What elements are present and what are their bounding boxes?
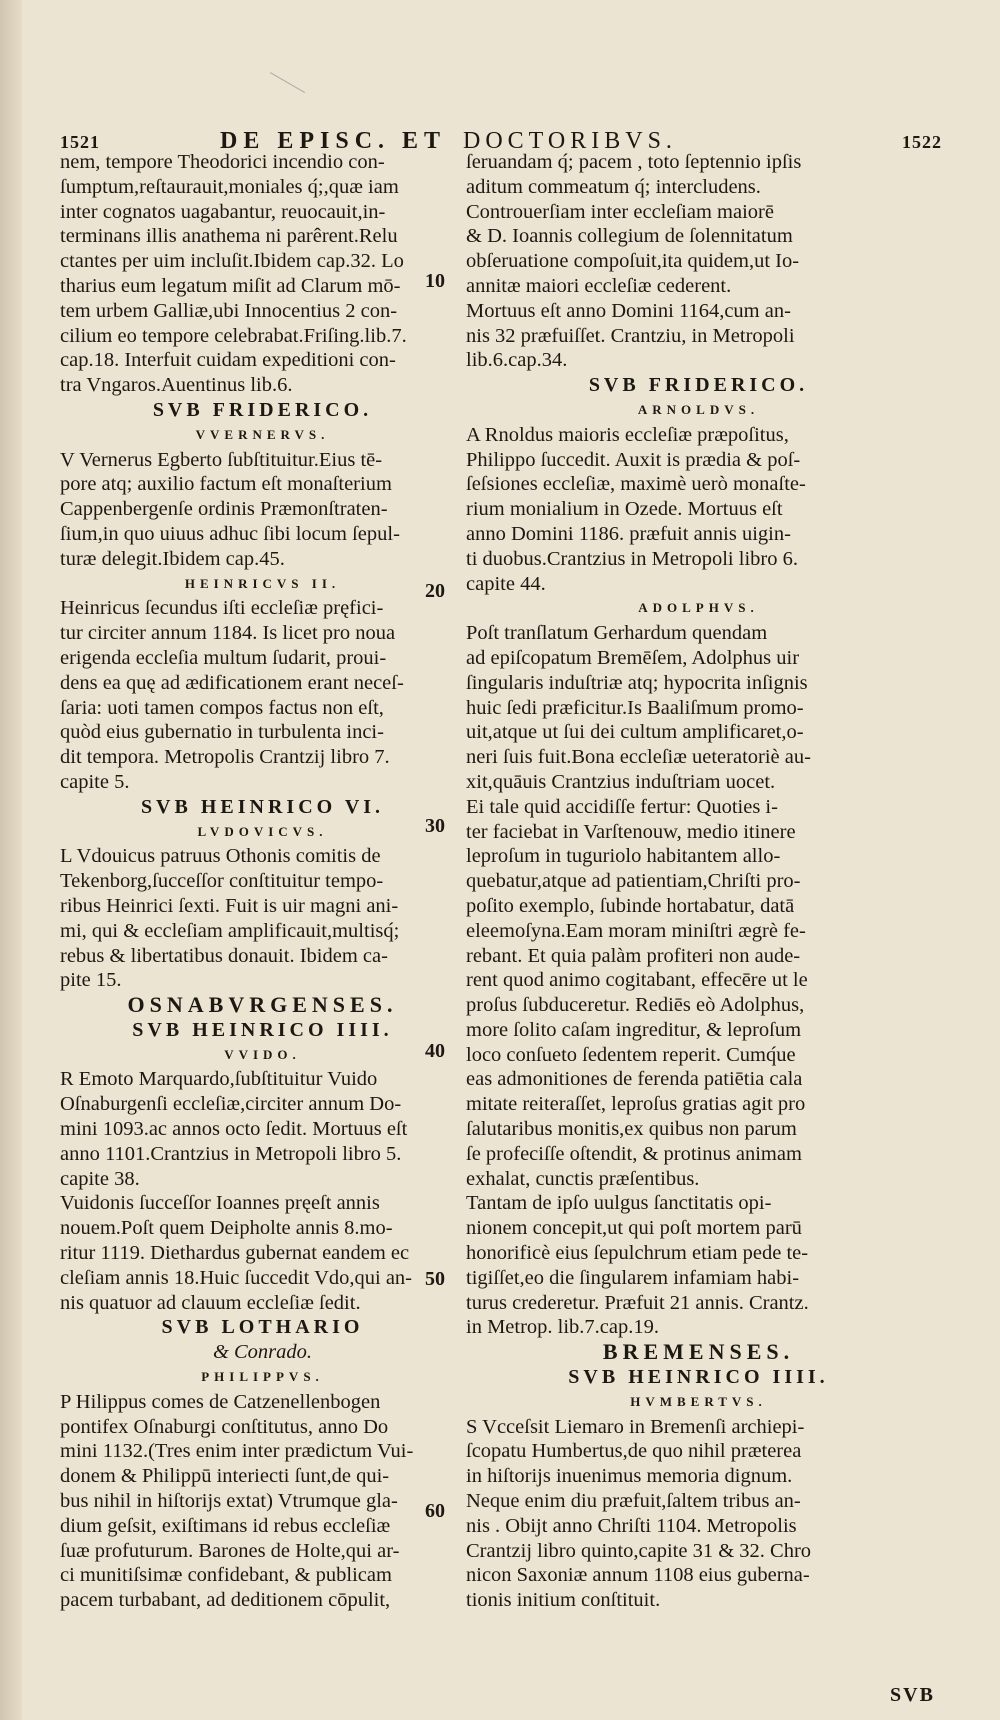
text-line: rium monialium in Ozede. Mortuus eſt — [466, 498, 783, 521]
text-line: ribus Heinrici ſexti. Fuit is uir magni ani- — [60, 894, 399, 917]
text-line: nis quatuor ad clauum eccleſiæ ſedit. — [60, 1291, 361, 1314]
text-line: aditum commeatum q́; intercludens. — [466, 175, 761, 198]
section-heading: ADOLPHVS. — [638, 600, 759, 616]
margin-number: 60 — [425, 1500, 445, 1522]
text-line: nem, tempore Theodorici incendio con- — [60, 151, 385, 173]
text-line: nionem concepit,ut qui poſt mortem parū — [466, 1217, 802, 1240]
text-line: cleſiam annis 18.Huic ſuccedit Vdo,qui an- — [60, 1266, 413, 1289]
section-heading: OSNABVRGENSES. — [127, 992, 398, 1018]
text-line: P Hilippus comes de Catzenellenbogen — [60, 1390, 381, 1413]
text-line: Ei tale quid accidiſſe fertur: Quoties i- — [466, 795, 778, 818]
text-line: rebant. Et quia palàm profiteri non aude- — [466, 944, 801, 967]
text-line: Oſnaburgenſi eccleſiæ,circiter annum Do- — [60, 1093, 402, 1116]
section-heading: ARNOLDVS. — [637, 401, 760, 417]
text-line: Heinricus ſecundus iſti eccleſiæ pręfici- — [60, 597, 384, 620]
text-line: pite 15. — [60, 969, 122, 992]
text-line: ſumptum,reſtaurauit,moniales q́;,quæ iam — [60, 175, 399, 198]
text-line: L Vdouicus patruus Othonis comitis de — [60, 845, 381, 868]
section-heading: SVB FRIDERICO. — [152, 398, 373, 421]
text-line: obſeruatione compoſuit,ita quidem,ut Io- — [466, 250, 800, 273]
section-heading: HVMBERTVS. — [630, 1393, 767, 1409]
text-line: dium geſsit, exiſtimans id rebus eccleſiæ — [60, 1514, 391, 1537]
text-line: turæ delegit.Ibidem cap.45. — [60, 547, 285, 570]
page-number-right: 1522 — [902, 132, 942, 152]
text-line: eleemoſyna.Eam moram miniſtri ægrè fe- — [466, 919, 806, 942]
text-line: Vuidonis ſucceſſor Ioannes pręeſt annis — [60, 1192, 380, 1215]
text-line: ſuæ profuturum. Barones de Holte,qui ar- — [60, 1539, 400, 1562]
text-line: rebus & libertatibus donauit. Ibidem ca- — [60, 944, 388, 967]
section-heading: VVERNERVS. — [195, 426, 330, 442]
text-line: Mortuus eſt anno Domini 1164,cum an- — [466, 299, 791, 322]
text-line: R Emoto Marquardo,ſubſtituitur Vuido — [60, 1068, 378, 1091]
text-line: ad epiſcopatum Bremēſem, Adolphus uir — [466, 646, 800, 669]
text-line: A Rnoldus maioris eccleſiæ præpoſitus, — [466, 423, 789, 446]
section-heading: & Conrado. — [212, 1341, 313, 1364]
text-line: S Vcceſsit Liemaro in Bremenſi archiepi- — [466, 1415, 805, 1438]
text-line: pacem turbabant, ad deditionem cōpulit, — [60, 1589, 391, 1612]
text-line: Poſt tranſlatum Gerhardum quendam — [466, 622, 768, 645]
catchword: SVB — [890, 1684, 935, 1706]
scan-edge — [0, 0, 22, 1720]
text-line: terminans illis anathema ni parêrent.Relu — [60, 225, 398, 248]
text-line: anno 1101.Crantzius in Metropoli libro 5. — [60, 1142, 402, 1165]
text-line: Tantam de ipſo uulgus ſanctitatis opi- — [466, 1192, 772, 1215]
right-column — [466, 150, 931, 1613]
text-line: Neque enim diu præfuit,ſaltem tribus an- — [466, 1490, 801, 1513]
text-line: lib.6.cap.34. — [466, 349, 568, 372]
page-number-left: 1521 — [60, 132, 100, 152]
text-line: cap.18. Interfuit cuidam expeditioni con- — [60, 349, 396, 372]
text-line: V Vernerus Egberto ſubſtituitur.Eius tē- — [60, 448, 383, 471]
text-line: quòd eius gubernatio in turbulenta inci- — [60, 721, 384, 744]
text-line: cilium eo tempore celebrabat.Friſing.lib.7. — [60, 324, 407, 347]
header-title-right: DOCTORIBVS. — [463, 128, 677, 154]
text-line: tharius eum legatum miſit ad Clarum mō- — [60, 274, 401, 297]
section-heading: BREMENSES. — [602, 1339, 795, 1365]
margin-number: 20 — [425, 580, 445, 602]
text-line: & D. Ioannis collegium de ſolennitatum — [466, 225, 793, 248]
text-line: tionis initium conſtituit. — [466, 1589, 661, 1612]
section-heading: SVB HEINRICO VI. — [140, 795, 385, 818]
text-line: ſeſsiones eccleſiæ, maximè uerò monaſte- — [466, 473, 806, 496]
text-line: donem & Philippū interiecti ſunt,de qui- — [60, 1465, 390, 1488]
text-line: ter faciebat in Varſtenouw, medio itinere — [466, 820, 796, 843]
text-line: annitæ maiori eccleſiæ cederent. — [466, 274, 732, 297]
text-line: proſus ſubduceretur. Rediēs eò Adolphus, — [466, 994, 805, 1017]
section-heading: VVIDO. — [224, 1046, 301, 1062]
text-line: Controuerſiam inter eccleſiam maiorē — [466, 200, 774, 223]
text-line: anno Domini 1186. præfuit annis uigin- — [466, 522, 791, 545]
pencil-mark — [255, 72, 305, 119]
text-line: honorificè eius ſepulchrum etiam pede te- — [466, 1242, 809, 1265]
text-line: ſe profeciſſe oſtendit, & protinus animam — [466, 1142, 802, 1165]
text-line: Crantzij libro quinto,capite 31 & 32. Chro — [466, 1539, 812, 1562]
margin-number: 50 — [425, 1268, 445, 1290]
text-line: nis . Obijt anno Chriſti 1104. Metropolis — [466, 1514, 797, 1537]
text-line: capite 5. — [60, 770, 130, 793]
section-heading: HEINRICVS II. — [184, 575, 341, 591]
text-line: ſalutaribus monitis,ex quibus non parum — [466, 1118, 797, 1141]
text-line: mini 1132.(Tres enim inter prædictum Vui- — [60, 1440, 414, 1463]
text-line: eas admonitiones de ferenda patiētia cala — [466, 1068, 803, 1091]
text-line: bus nihil in hiſtorijs extat) Vtrumque gla- — [60, 1490, 398, 1513]
text-line: leproſum in tuguriolo habitantem allo- — [466, 845, 781, 868]
text-line: ci munitiſsimæ confidebant, & publicam — [60, 1564, 392, 1587]
text-line: capite 44. — [466, 572, 546, 595]
text-line: poſito exemplo, ſubinde hortabatur, datā — [466, 894, 795, 917]
left-column — [60, 150, 465, 1613]
section-heading: SVB FRIDERICO. — [588, 374, 809, 397]
text-line: dit tempora. Metropolis Crantzij libro 7. — [60, 746, 390, 769]
text-line: loco conſueto ſedentem reperit. Cumq́ue — [466, 1043, 796, 1066]
text-line: ſaria: uoti tamen compos factus non eſt, — [60, 696, 384, 719]
header-title-left: DE EPISC. ET — [220, 128, 447, 154]
text-line: tra Vngaros.Auentinus lib.6. — [60, 374, 293, 397]
text-line: nicon Saxoniæ annum 1108 eius guberna- — [466, 1564, 810, 1587]
text-line: inter cognatos uagabantur, reuocauit,in- — [60, 200, 386, 223]
text-line: Philippo ſuccedit. Auxit is prædia & poſ- — [466, 448, 801, 471]
text-line: erigenda eccleſia multum ſudarit, proui- — [60, 646, 387, 669]
text-line: huic ſedi præficitur.Is Baaliſmum promo- — [466, 696, 804, 719]
text-line: turus crederetur. Præfuit 21 annis. Crantz. — [466, 1291, 809, 1314]
text-line: ſcopatu Humbertus,de quo nihil præterea — [466, 1440, 802, 1463]
margin-number: 40 — [425, 1040, 445, 1062]
text-line: exhalat, cunctis præſentibus. — [466, 1167, 700, 1190]
text-line: in hiſtorijs inuenimus memoria dignum. — [466, 1465, 793, 1488]
text-line: quebatur,atque ad patientiam,Chriſti pro- — [466, 870, 801, 893]
text-line: capite 38. — [60, 1167, 140, 1190]
text-line: pore atq; auxilio factum eſt monaſterium — [60, 473, 392, 496]
text-line: Cappenbergenſe ordinis Præmonſtraten- — [60, 498, 388, 521]
text-line: ritur 1119. Diethardus gubernat eandem ec — [60, 1242, 410, 1265]
text-line: tigiſſet,eo die ſingularem infamiam habi- — [466, 1266, 800, 1289]
text-line: tem urbem Galliæ,ubi Innocentius 2 con- — [60, 299, 398, 322]
section-heading: PHILIPPVS. — [201, 1369, 324, 1385]
text-line: Tekenborg,ſucceſſor conſtituitur tempo- — [60, 870, 384, 893]
text-line: ſingularis induſtriæ atq; hypocrita inſignis — [466, 671, 808, 694]
text-line: mini 1093.ac annos octo ſedit. Mortuus eſt — [60, 1118, 408, 1141]
text-line: uit,atque ut ſui dei cultum amplificaret,o- — [466, 721, 804, 744]
margin-number: 10 — [425, 270, 445, 292]
section-heading: LVDOVICVS. — [197, 823, 328, 839]
text-line: ti duobus.Crantzius in Metropoli libro 6. — [466, 547, 798, 570]
section-heading: SVB LOTHARIO — [161, 1316, 364, 1339]
text-line: pontifex Oſnaburgi conſtitutus, anno Do — [60, 1415, 389, 1438]
text-line: tur circiter annum 1184. Is licet pro noua — [60, 622, 396, 645]
text-line: ſium,in quo uiuus adhuc ſibi locum ſepul- — [60, 522, 400, 545]
text-line: dens ea quę ad ædificationem erant neceſ- — [60, 671, 404, 694]
text-line: mitate reiteraſſet, leproſus gratias agit pro — [466, 1093, 806, 1116]
text-line: mi, qui & eccleſiam amplificauit,multisq́; — [60, 919, 400, 942]
text-line: rent quod animo cogitabant, effecēre ut le — [466, 969, 808, 992]
text-line: xit,quāuis Crantzius induſtriam uocet. — [466, 770, 776, 793]
text-line: in Metrop. lib.7.cap.19. — [466, 1316, 660, 1339]
text-line: nis 32 præfuiſſet. Crantziu, in Metropoli — [466, 324, 795, 347]
section-heading: SVB HEINRICO IIII. — [132, 1018, 393, 1041]
text-line: neri ſuis fuit.Bona eccleſiæ ueteratoriè au- — [466, 746, 811, 769]
text-line: more ſolito caſam ingreditur, & leproſum — [466, 1018, 802, 1041]
section-heading: SVB HEINRICO IIII. — [568, 1366, 829, 1389]
text-line: nouem.Poſt quem Deipholte annis 8.mo- — [60, 1217, 393, 1240]
text-line: ſeruandam q́; pacem , toto ſeptennio ipſis — [466, 151, 802, 173]
margin-number: 30 — [425, 815, 445, 837]
text-line: ctantes per uim incluſit.Ibidem cap.32. Lo — [60, 250, 404, 273]
